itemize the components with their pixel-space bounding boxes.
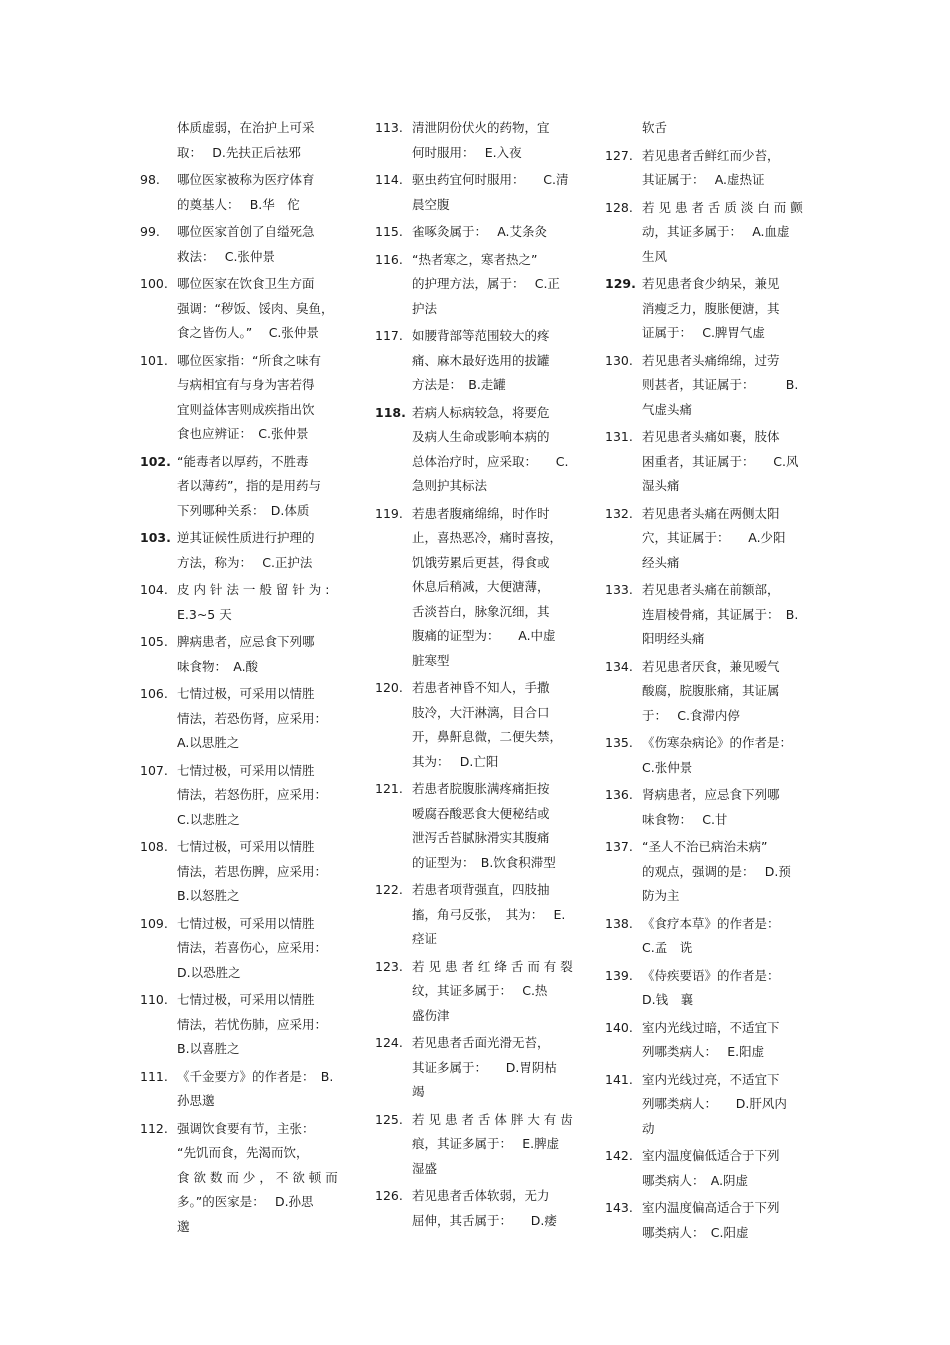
text-line: 若见患者舌体软弱，无力 [412,1188,550,1203]
text-line: 若 见 患 者 红 绛 舌 而 有 裂 [412,958,573,974]
text-line: 何时服用： E.入夜 [412,144,522,160]
text-line: 强调饮食要有节，主张： [177,1120,315,1136]
question-number: 116. [375,251,403,267]
text-line: 若见患者舌鲜红而少苔， [642,147,780,163]
text-line: 情法，若怒伤肝，应采用： [177,787,328,802]
question-item [375,401,590,499]
question-number: 133. [605,582,633,597]
text-line: 哪位医家首创了自缢死急 [177,224,315,239]
question-item [375,502,590,674]
question-item [140,272,355,346]
question-item [605,1068,820,1142]
text-line: 七情过极，可采用以情胜 [177,686,315,701]
question-number: 128. [605,199,633,215]
question-text [642,964,820,1013]
question-number: 104. [140,582,168,597]
text-line: 泄泻舌苔腻脉滑实其腹痛 [412,830,550,845]
question-number: 138. [605,915,633,931]
text-line: 情法，若思伤脾，应采用： [177,863,328,879]
text-line: 若见患者厌食，兼见嗳气 [642,658,780,674]
question-item [605,731,820,780]
text-line: 宜则益体害则成疾指出饮 [177,401,315,417]
question-text [642,425,820,499]
question-number: 119. [375,505,403,521]
text-line: 情法，若忧伤肺，应采用： [177,1016,328,1032]
question-item [605,425,820,499]
text-line: 止，喜热恶冷，痛时喜按， [412,530,563,545]
text-line: 食 欲 数 而 少 ， 不 欲 顿 而 [177,1169,338,1185]
text-line: C.孟 诜 [642,940,693,955]
text-line: “圣人不治已病治未病” [642,839,768,854]
text-line: 室内温度偏低适合于下列 [642,1148,780,1163]
question-item [605,196,820,270]
text-line: 护法 [412,300,438,316]
text-line: 若见患者食少纳呆，兼见 [642,276,780,291]
text-line: 搐，角弓反张， 其为： E. [412,906,566,922]
text-line: 的护理方法，属于： C.正 [412,276,560,291]
question-text [177,526,355,575]
question-text [177,578,355,627]
question-number: 142. [605,1148,633,1163]
text-line: 强调：“秽饭、馁肉、臭鱼， [177,300,334,316]
text-line: 哪类病人： C.阳虚 [642,1224,749,1240]
text-line: 穴，其证属于： A.少阳 [642,530,786,545]
text-line: 消瘦乏力，腹胀便溏，其 [642,300,780,316]
text-line: 七情过极，可采用以情胜 [177,915,315,931]
text-line: 屈伸，其舌属于： D.痿 [412,1212,557,1228]
question-text [177,912,355,986]
question-item [605,783,820,832]
text-line: 七情过极，可采用以情胜 [177,839,315,854]
text-line: 列哪类病人： D.肝风内 [642,1096,787,1111]
text-line: 味食物： A.酸 [177,658,259,674]
question-text [642,578,820,652]
question-item [140,578,355,627]
question-number: 129. [605,276,636,291]
question-number: 105. [140,634,168,649]
text-line: 饥饿劳累后更甚，得食或 [412,554,550,570]
question-item [605,1016,820,1065]
text-line: 开，鼻鼾息微，二便失禁， [412,729,563,744]
text-line: 防为主 [642,888,680,903]
question-number: 110. [140,992,168,1007]
question-item [375,168,590,217]
text-line: 气虚头痛 [642,401,693,417]
question-text [177,988,355,1062]
text-line: 若患者脘腹胀满疼痛拒按 [412,781,550,796]
text-line: 取： D.先扶正后祛邪 [177,144,301,160]
text-line: 《食疗本草》的作者是： [642,915,780,931]
text-line: 逆其证候性质进行护理的 [177,530,315,545]
text-line: 休息后稍减，大便溏薄， [412,579,550,594]
question-number: 117. [375,328,403,343]
question-item [605,349,820,423]
question-text [412,220,590,245]
text-line: 孙思邈 [177,1093,215,1108]
question-number: 107. [140,762,168,778]
question-text [412,116,590,165]
question-item [375,324,590,398]
text-line: 若见患者头痛在前额部， [642,582,780,597]
text-line: 肾病患者，应忌食下列哪 [642,787,780,802]
question-item [605,835,820,909]
question-number: 130. [605,352,633,368]
text-line: 食也应辨证： C.张仲景 [177,426,309,441]
question-item [140,912,355,986]
text-line: 食之皆伤人。” C.张仲景 [177,325,319,340]
text-line: 晨空腹 [412,196,450,212]
question-text [642,349,820,423]
question-text [177,1065,355,1114]
text-line: 及病人生命或影响本病的 [412,429,550,444]
text-line: 哪位医家被称为医疗体育 [177,172,315,187]
text-line: 若见患者舌面光滑无苔， [412,1035,550,1050]
text-line: 《侍疾要语》的作者是： [642,967,780,983]
question-item [140,682,355,756]
text-line: 阳明经头痛 [642,631,705,646]
text-line: B.以喜胜之 [177,1041,240,1056]
text-line: 舌淡苔白，脉象沉细，其 [412,603,550,619]
question-text [177,220,355,269]
question-text [642,1196,820,1245]
question-number: 124. [375,1035,403,1050]
text-line: B.以怒胜之 [177,888,240,903]
question-text [412,248,590,322]
text-line: 皮 内 针 法 一 般 留 针 为 : [177,582,330,597]
question-number: 139. [605,967,633,983]
column-1 [140,116,355,1242]
question-number: 115. [375,224,403,239]
question-text [177,450,355,524]
question-text [642,655,820,729]
text-line: A.以思胜之 [177,735,240,750]
question-text [642,912,820,961]
text-line: 室内温度偏高适合于下列 [642,1200,780,1215]
question-number: 112. [140,1120,168,1136]
text-line: 味食物： C.甘 [642,811,728,827]
text-line: 的观点，强调的是： D.预 [642,863,791,879]
question-text [412,955,590,1029]
question-text [412,401,590,499]
question-number: 122. [375,882,403,897]
question-text [177,1117,355,1240]
question-number: 103. [140,530,171,545]
question-text [642,783,820,832]
text-line: 急则护其标法 [412,478,488,493]
text-line: 盛伤津 [412,1007,450,1023]
question-number: 101. [140,352,168,368]
text-line: 若 见 患 者 舌 质 淡 白 而 颤 [642,199,803,215]
question-text [177,682,355,756]
text-line: 动 [642,1120,655,1136]
text-line: 痕，其证多属于： E.脾虚 [412,1136,560,1151]
text-line: 哪位医家指：“所食之味有 [177,352,321,368]
text-line: 室内光线过亮，不适宜下 [642,1071,780,1087]
question-item [140,630,355,679]
question-text [642,1144,820,1193]
question-number: 118. [375,404,406,420]
text-line: 列哪类病人： E.阳虚 [642,1044,765,1059]
text-line: 驱虫药宜何时服用： C.清 [412,172,569,187]
question-text [412,878,590,952]
question-item [375,676,590,774]
text-line: 下列哪种关系： D.体质 [177,502,310,518]
question-item [605,964,820,1013]
text-line: 纹，其证多属于： C.热 [412,983,548,998]
question-item [140,116,355,165]
question-item [140,220,355,269]
text-line: 酸腐，脘腹胀痛，其证属 [642,683,780,698]
text-line: 其证属于： A.虚热证 [642,172,765,187]
question-item [605,655,820,729]
question-text [412,1031,590,1105]
question-item [605,1196,820,1245]
question-text [177,759,355,833]
text-line: 《千金要方》的作者是： B. [177,1068,334,1084]
text-line: 若病人标病较急，将要危 [412,404,550,420]
column-2 [375,116,590,1236]
text-line: 困重者，其证属于： C.风 [642,453,799,469]
text-line: 脏寒型 [412,652,450,668]
text-line: 肢冷，大汗淋漓，目合口 [412,704,550,720]
question-text [642,1016,820,1065]
question-text [412,777,590,875]
question-number: 111. [140,1068,168,1084]
question-number: 125. [375,1111,403,1127]
text-line: 室内光线过暗，不适宜下 [642,1019,780,1035]
question-item [375,220,590,245]
question-item [140,526,355,575]
text-line: 动，其证多属于： A.血虚 [642,224,790,239]
question-number: 131. [605,429,633,444]
question-item [140,168,355,217]
question-number: 143. [605,1200,633,1215]
question-item [140,988,355,1062]
text-line: 如腰背部等范围较大的疼 [412,328,550,343]
question-number: 126. [375,1188,403,1203]
question-text [642,835,820,909]
question-item [605,912,820,961]
text-line: 连眉棱骨痛，其证属于： B. [642,606,799,622]
question-number: 135. [605,735,633,750]
question-item [140,835,355,909]
text-line: 与病相宜有与身为害若得 [177,377,315,392]
text-line: 经头痛 [642,554,680,570]
text-line: 哪位医家在饮食卫生方面 [177,276,315,291]
text-line: 邈 [177,1218,190,1234]
question-text [412,1108,590,1182]
text-line: 总体治疗时，应采取： C. [412,453,569,469]
text-line: 若见患者头痛在两侧太阳 [642,505,780,521]
question-text [412,168,590,217]
question-item [375,878,590,952]
question-item [605,1144,820,1193]
question-text [177,272,355,346]
question-item [605,502,820,576]
question-item [140,450,355,524]
text-line: 七情过极，可采用以情胜 [177,992,315,1007]
text-line: 嗳腐吞酸恶食大便秘结或 [412,805,550,821]
question-number: 98. [140,172,160,187]
question-item [140,759,355,833]
question-number: 99. [140,224,160,239]
question-number: 132. [605,505,633,521]
question-text [642,502,820,576]
text-line: 者以薄药”，指的是用药与 [177,478,321,493]
question-item [375,1031,590,1105]
text-line: 其证多属于： D.胃阴枯 [412,1059,557,1075]
question-item [375,1108,590,1182]
question-text [177,168,355,217]
question-number: 102. [140,453,171,469]
text-line: 哪类病人： A.阴虚 [642,1172,749,1188]
text-line: E.3~5 天 [177,606,232,622]
text-line: 腹痛的证型为： A.中虚 [412,628,556,643]
question-item [605,144,820,193]
question-number: 100. [140,276,168,291]
question-text [642,272,820,346]
text-line: 生风 [642,248,668,264]
text-line: “先饥而食，先渴而饮， [177,1145,309,1160]
text-line: 清泄阴份伏火的药物，宜 [412,120,550,135]
question-item [375,116,590,165]
text-line: 七情过极，可采用以情胜 [177,762,315,778]
question-number: 141. [605,1071,633,1087]
text-line: 竭 [412,1084,425,1099]
question-number: 106. [140,686,168,701]
question-text [177,835,355,909]
question-item [140,1065,355,1114]
question-number: 113. [375,120,403,135]
question-number: 114. [375,172,403,187]
text-line: 脾病患者，应忌食下列哪 [177,634,315,649]
question-item [375,248,590,322]
text-line: 《伤寒杂病论》的作者是： [642,735,793,750]
text-line: 情法，若恐伤肾，应采用： [177,710,328,726]
question-number: 127. [605,147,633,163]
text-line: 若 见 患 者 舌 体 胖 大 有 齿 [412,1111,573,1127]
column-3 [605,116,820,1248]
question-item [605,116,820,141]
text-line: C.以悲胜之 [177,811,240,827]
question-number: 140. [605,1019,633,1035]
text-line: 痉证 [412,931,438,946]
question-text [642,731,820,780]
question-text [412,1184,590,1233]
question-item [375,777,590,875]
question-number: 121. [375,781,403,796]
question-item [375,955,590,1029]
question-text [412,502,590,674]
question-text [177,116,355,165]
question-number: 120. [375,680,403,695]
question-number: 123. [375,958,403,974]
text-line: 若患者神昏不知人，手撒 [412,680,550,695]
text-line: 体质虚弱，在治护上可采 [177,120,315,135]
question-item [605,578,820,652]
text-line: “热者寒之，寒者热之” [412,251,538,267]
text-line: 救法： C.张仲景 [177,248,275,264]
text-line: C.张仲景 [642,759,693,775]
text-line: 的证型为： B.饮食积滞型 [412,854,556,870]
text-line: 其为： D.亡阳 [412,753,499,769]
text-line: D.以恐胜之 [177,964,241,980]
question-item [140,1117,355,1240]
question-text [642,144,820,193]
question-number: 109. [140,915,168,931]
text-line: 多。”的医家是： D.孙思 [177,1194,314,1209]
question-text [642,1068,820,1142]
question-item [375,1184,590,1233]
question-text [642,196,820,270]
text-line: “能毒者以厚药，不胜毒 [177,453,309,469]
text-line: 软舌 [642,120,668,135]
text-line: 若患者腹痛绵绵，时作时 [412,505,550,521]
question-text [642,116,820,141]
question-text [412,676,590,774]
text-line: 则甚者，其证属于： B. [642,377,799,392]
question-number: 137. [605,839,633,854]
question-item [605,272,820,346]
text-line: D.钱 襄 [642,992,694,1007]
text-line: 于： C.食滞内停 [642,707,740,723]
question-item [140,349,355,447]
text-line: 证属于： C.脾胃气虚 [642,325,765,340]
text-line: 雀啄灸属于： A.艾条灸 [412,224,548,239]
question-number: 108. [140,839,168,854]
text-line: 若见患者头痛如裹，肢体 [642,429,780,444]
question-text [177,630,355,679]
text-line: 若患者项背强直，四肢抽 [412,882,550,897]
text-line: 方法，称为： C.正护法 [177,554,313,570]
question-text [412,324,590,398]
text-line: 的奠基人： B.华 佗 [177,196,300,212]
question-number: 136. [605,787,633,802]
question-text [177,349,355,447]
text-line: 湿头痛 [642,478,680,493]
text-line: 痛、麻木最好选用的拔罐 [412,352,550,368]
text-line: 方法是： B.走罐 [412,377,506,392]
question-number: 134. [605,658,633,674]
text-line: 若见患者头痛绵绵，过劳 [642,352,780,368]
text-line: 情法，若喜伤心，应采用： [177,940,328,955]
text-line: 湿盛 [412,1160,438,1176]
